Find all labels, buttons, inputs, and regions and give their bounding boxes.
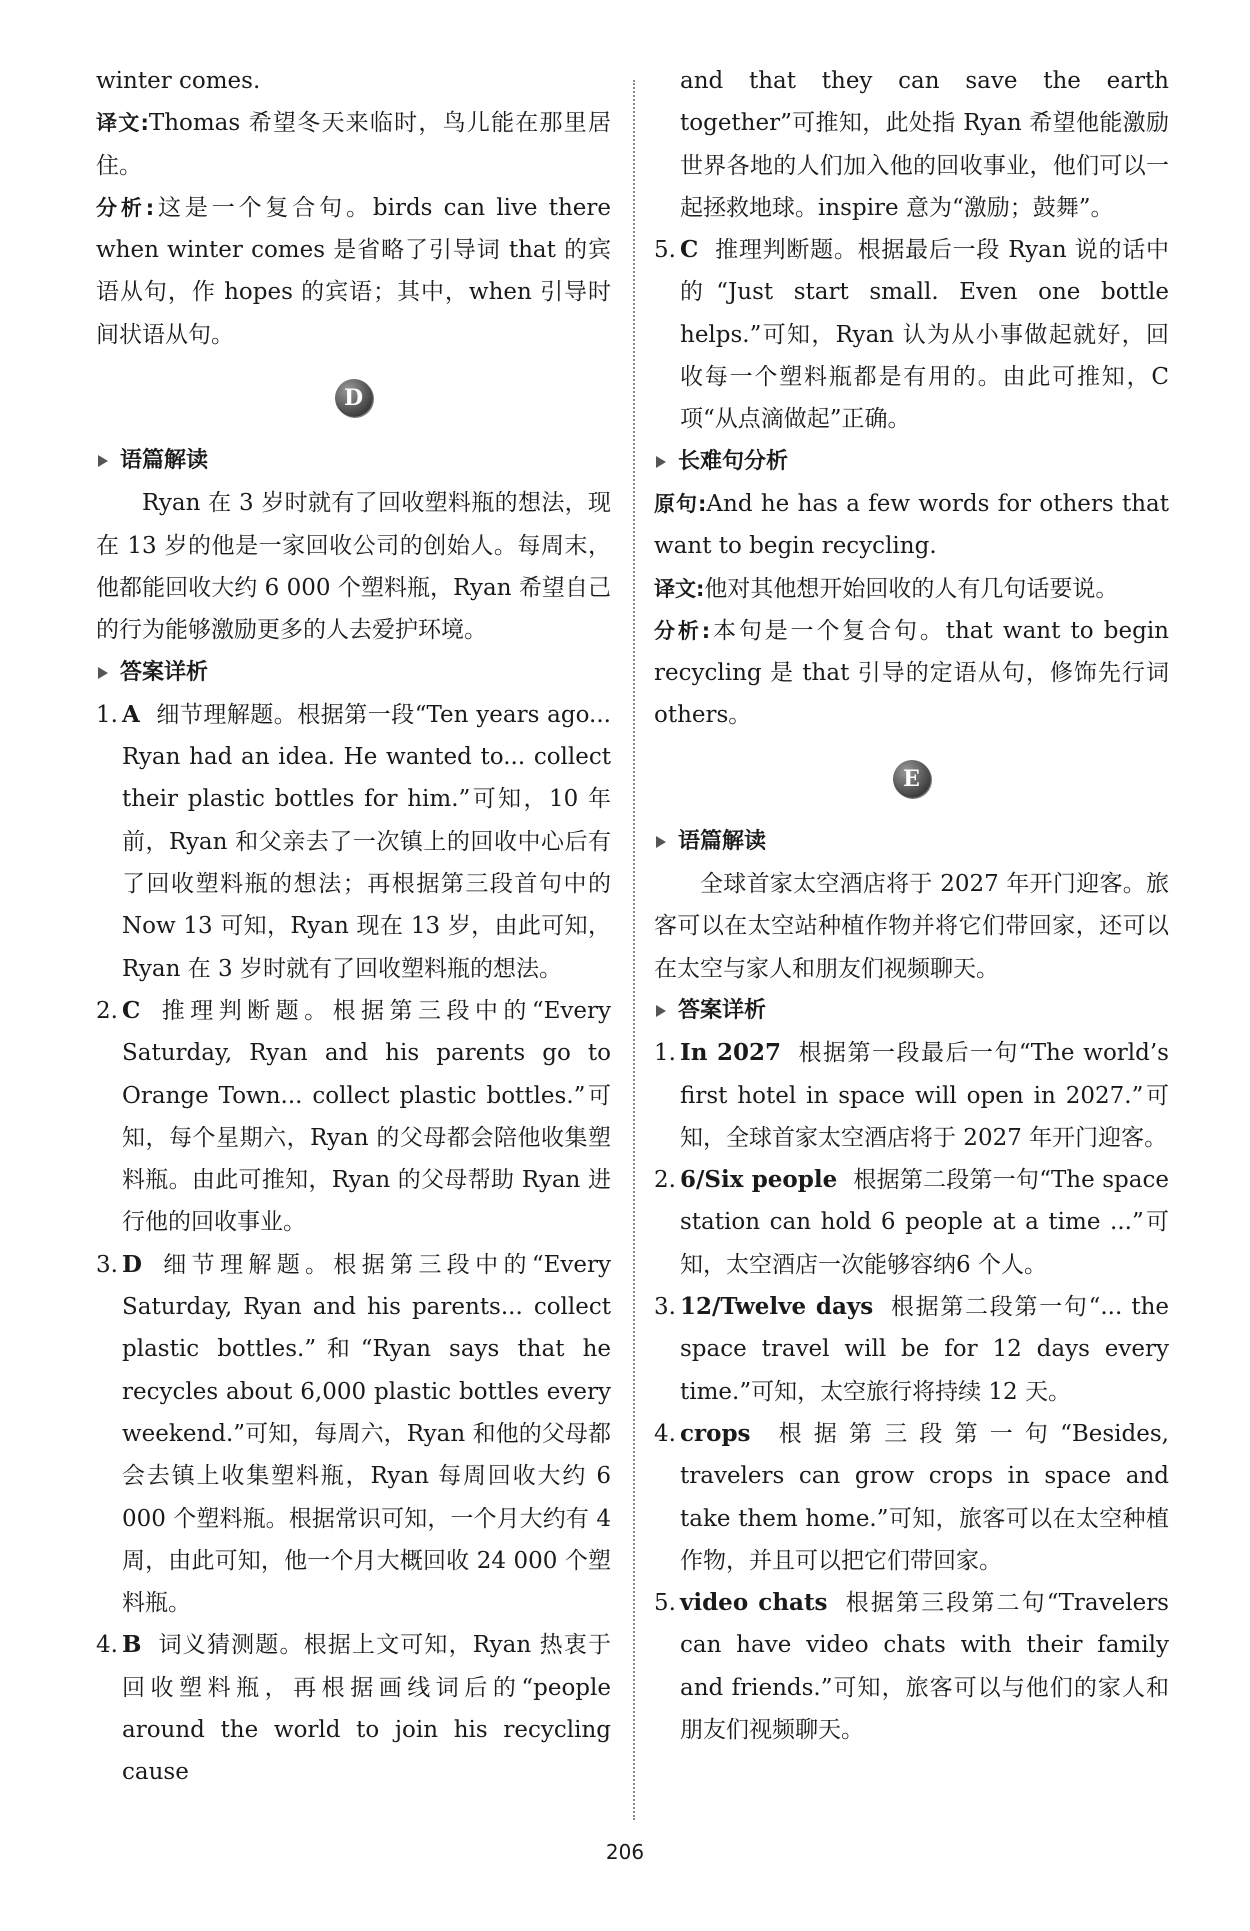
triangle-bullet-icon	[656, 1005, 666, 1017]
left-column	[96, 60, 611, 1794]
answer-continuation: and that they can save the earth together”可推知，此处指 Ryan 希望他能激励世界各地的人们加入他的回收事业，他们可以一起拯救地球。inspire 意为“激励；鼓舞”。	[680, 68, 1169, 221]
analysis-text: 本句是一个复合句。that want to begin recycling 是 that 引导的定语从句，修饰先行词 others。	[654, 617, 1169, 729]
translation-paragraph	[96, 102, 611, 187]
answer-item	[96, 1624, 611, 1793]
e-answers-heading	[654, 990, 1169, 1032]
answer-body	[680, 1032, 1169, 1159]
section-e-badge-row	[654, 737, 1169, 821]
section-d-badge-row	[96, 356, 611, 440]
answer-number: 3.	[96, 1251, 118, 1278]
answer-number: 5.	[654, 237, 676, 264]
answer-number: 4.	[654, 1420, 676, 1447]
d-reading-title: 语篇解读	[120, 448, 209, 474]
answer-text: 根据第三段第一句“Besides, travelers can grow crops in space and take them home.”可知，旅客可以在太空种植作物，并且可以把它们带回家。	[680, 1420, 1169, 1574]
answer-text: 推理判断题。根据第三段中的“Every Saturday, Ryan and his parents go to Orange Town... collect plastic bottles.”可知，每个星期六，Ryan 的父母都会陪他收集塑料瓶。由此可推知，Ryan 的父母帮助 Ryan 进行他的回收事业。	[122, 997, 611, 1236]
answer-number: 2.	[654, 1167, 676, 1194]
analysis-label: 分析:	[96, 195, 155, 220]
right-column	[654, 60, 1169, 1751]
answer-letter: C	[122, 996, 141, 1024]
answer-number: 2.	[96, 997, 118, 1024]
answer-item	[654, 229, 1169, 440]
answer-key: In 2027	[680, 1039, 781, 1067]
answer-key: video chats	[680, 1589, 828, 1617]
translation-text: 他对其他想开始回收的人有几句话要说。	[704, 575, 1119, 602]
translation-label: 译文:	[654, 576, 705, 601]
original-label: 原句:	[654, 491, 707, 516]
answer-number: 5.	[654, 1590, 676, 1617]
answer-item	[96, 990, 611, 1244]
e-answers-title: 答案详析	[678, 997, 767, 1023]
answer-item	[654, 1286, 1169, 1413]
triangle-bullet-icon	[656, 836, 666, 848]
answer-body	[680, 1286, 1169, 1413]
triangle-bullet-icon	[98, 667, 108, 679]
answer-text: 根据第二段第一句“... the space travel will be for 12 days every time.”可知，太空旅行将持续 12 天。	[680, 1294, 1170, 1405]
answer-key: 6/Six people	[680, 1166, 838, 1194]
answer-body	[680, 1582, 1169, 1751]
answer-text: 细节理解题。根据第一段“Ten years ago... Ryan had an idea. He wanted to... collect their plastic bottles for him.”可知，10 年前，Ryan 和父亲去了一次镇上的回收中心后有了回收塑料瓶的想法；再根据第三段首句中的 Now 13 可知，Ryan 现在 13 岁，由此可知，Ryan 在 3 岁时就有了回收塑料瓶的想法。	[122, 701, 611, 982]
answer-letter: D	[122, 1250, 142, 1278]
analysis-paragraph	[654, 610, 1169, 737]
triangle-bullet-icon	[98, 455, 108, 467]
answer-item	[654, 1159, 1169, 1286]
page-number: 206	[605, 1840, 645, 1864]
answer-item	[654, 60, 1169, 229]
answer-body	[122, 694, 611, 990]
translation-label: 译文:	[96, 111, 149, 136]
answer-text: 根据第三段第二句“Travelers can have video chats with their family and friends.”可知，旅客可以与他们的家人和朋友们视频聊天。	[680, 1590, 1169, 1743]
e-reading-text: 全球首家太空酒店将于 2027 年开门迎客。旅客可以在太空站种植作物并将它们带回家，还可以在太空与家人和朋友们视频聊天。	[654, 871, 1169, 982]
answer-number: 1.	[96, 701, 118, 728]
long-sentence-title: 长难句分析	[678, 448, 789, 474]
answer-item	[96, 694, 611, 990]
analysis-label: 分析:	[654, 618, 711, 643]
answer-number: 1.	[654, 1040, 676, 1067]
answer-letter: A	[122, 700, 140, 728]
translation-paragraph	[654, 568, 1169, 610]
section-e-badge: E	[893, 760, 931, 798]
answer-body	[680, 229, 1169, 440]
d-answers-title: 答案详析	[120, 659, 209, 685]
original-sentence-paragraph	[654, 483, 1169, 568]
answer-number: 4.	[96, 1632, 118, 1659]
answer-text: 词义猜测题。根据上文可知，Ryan 热衷于回收塑料瓶，再根据画线词后的“people around the world to join his recycling cause	[122, 1632, 611, 1786]
continued-line: winter comes.	[96, 68, 261, 94]
answer-item	[654, 1582, 1169, 1751]
triangle-bullet-icon	[656, 456, 666, 468]
translation-text: Thomas 希望冬天来临时，鸟儿能在那里居住。	[96, 110, 612, 179]
answer-text: 根据第二段第一句“The space station can hold 6 people at a time ...”可知，太空酒店一次能够容纳6 个人。	[680, 1167, 1169, 1278]
answer-number: 3.	[654, 1294, 676, 1321]
answer-key: 12/Twelve days	[680, 1293, 874, 1321]
answer-text: 细节理解题。根据第三段中的“Every Saturday, Ryan and his parents... collect plastic bottles.”和“Ryan says that he recycles about 6,000 plastic bottles every weekend.”可知，每周六，Ryan 和他的父母都会去镇上收集塑料瓶，Ryan 每周回收大约 6 000 个塑料瓶。根据常识可知，一个月大约有 4 周，由此可知，他一个月大概回收 24 000 个塑料瓶。	[122, 1251, 611, 1617]
d-reading-heading	[96, 440, 611, 482]
analysis-text: 这是一个复合句。birds can live there when winter comes 是省略了引导词 that 的宾语从句，作 hopes 的宾语；其中，when 引导时间状语从句。	[96, 194, 611, 348]
answer-body	[680, 1413, 1169, 1582]
answer-item	[96, 1244, 611, 1625]
answer-number-spacer	[654, 60, 680, 229]
answer-key: crops	[680, 1419, 751, 1447]
original-text: And he has a few words for others that want to begin recycling.	[654, 490, 1169, 560]
d-reading-text: Ryan 在 3 岁时就有了回收塑料瓶的想法，现在 13 岁的他是一家回收公司的创始人。每周末，他都能回收大约 6 000 个塑料瓶，Ryan 希望自己的行为能够激励更多的人去爱护环境。	[96, 490, 611, 644]
answer-letter: B	[122, 1631, 142, 1659]
answer-body	[680, 1159, 1169, 1286]
answer-body	[122, 1244, 611, 1625]
answer-body	[122, 990, 611, 1244]
answer-letter: C	[680, 236, 699, 264]
e-reading-title: 语篇解读	[678, 828, 767, 854]
answer-text: 推理判断题。根据最后一段 Ryan 说的话中的“Just start small. Even one bottle helps.”可知，Ryan 认为从小事做起就好，回收每一个塑料瓶都是有用的。由此可推知，C 项“从点滴做起”正确。	[680, 237, 1169, 433]
answer-item	[654, 1413, 1169, 1582]
answer-item	[654, 1032, 1169, 1159]
e-reading-heading	[654, 821, 1169, 863]
answer-text: 根据第一段最后一句“The world’s first hotel in space will open in 2027.”可知，全球首家太空酒店将于 2027 年开门迎客。	[680, 1040, 1169, 1151]
section-d-badge: D	[335, 379, 373, 417]
d-answers-heading	[96, 652, 611, 694]
long-sentence-heading	[654, 441, 1169, 483]
column-divider	[633, 80, 635, 1820]
answer-body	[122, 1624, 611, 1793]
analysis-paragraph	[96, 187, 611, 356]
